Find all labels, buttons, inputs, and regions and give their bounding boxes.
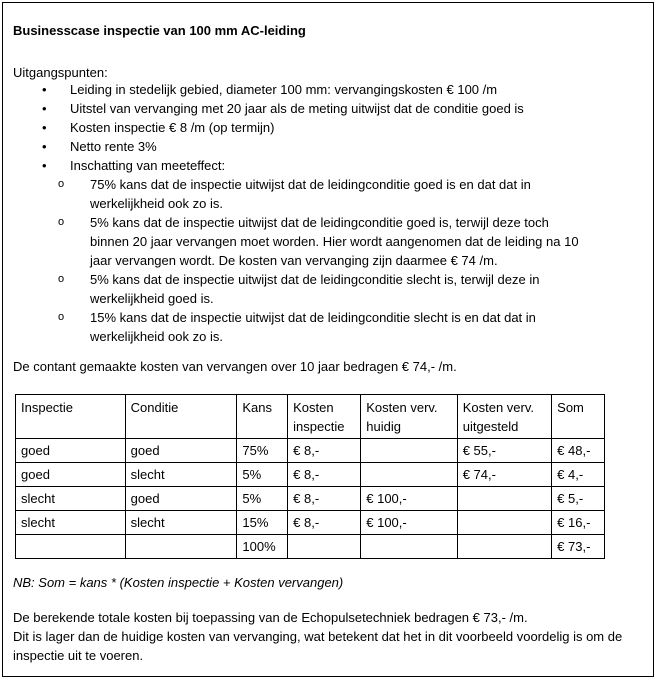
- header-kosten-verv-uitgesteld: Kosten verv. uitgesteld: [457, 395, 551, 439]
- table-cell: 75%: [237, 439, 288, 463]
- header-kans: Kans: [237, 395, 288, 439]
- document-title: Businesscase inspectie van 100 mm AC-leiding: [13, 23, 306, 38]
- measurement-effect-list: [70, 175, 623, 346]
- measurement-effect-item: o 5% kans dat de inspectie uitwijst dat de leidingconditie slecht is, terwijl deze in werkelijkheid goed is.: [70, 270, 590, 308]
- table-cell: € 8,-: [288, 463, 361, 487]
- assumption-item-measurement: [13, 156, 623, 346]
- header-som: Som: [552, 395, 605, 439]
- assumption-item: • Leiding in stedelijk gebied, diameter 100 mm: vervangingskosten € 100 /m: [13, 80, 623, 99]
- table-cell: slecht: [16, 487, 126, 511]
- table-cell: € 55,-: [457, 439, 551, 463]
- header-inspectie: Inspectie: [16, 395, 126, 439]
- measurement-effect-item: o 5% kans dat de inspectie uitwijst dat de leidingconditie goed is, terwijl deze toch binnen 20 jaar vervangen moet worden. Hier wordt aangenomen dat de leiding na 10 jaar vervangen wordt. De kosten van vervanging zijn daarmee € 74 /m.: [70, 213, 590, 270]
- table-cell: € 74,-: [457, 463, 551, 487]
- measurement-effect-item: o 75% kans dat de inspectie uitwijst dat de leidingconditie goed is en dat dat in werkelijkheid ook zo is.: [70, 175, 590, 213]
- table-cell: goed: [16, 439, 126, 463]
- header-conditie: Conditie: [125, 395, 237, 439]
- table-cell: slecht: [16, 511, 126, 535]
- table-cell: goed: [125, 439, 237, 463]
- table-cell: [361, 463, 457, 487]
- conclusion-line: De berekende totale kosten bij toepassing van de Echopulsetechniek bedragen € 73,- /m.: [13, 610, 528, 625]
- table-cell: € 8,-: [288, 439, 361, 463]
- table-cell: 15%: [237, 511, 288, 535]
- table-cell: slecht: [125, 463, 237, 487]
- table-cell: [457, 487, 551, 511]
- contant-costs-text: De contant gemaakte kosten van vervangen over 10 jaar bedragen € 74,- /m.: [13, 359, 457, 374]
- table-cell: [125, 535, 237, 559]
- table-cell: € 5,-: [552, 487, 605, 511]
- measurement-effect-item: o 15% kans dat de inspectie uitwijst dat de leidingconditie slecht is en dat dat in werkelijkheid ook zo is.: [70, 308, 590, 346]
- conclusion-line: Dit is lager dan de huidige kosten van vervanging, wat betekent dat het in dit voorbeeld voordelig is om de inspectie uit te voeren.: [13, 629, 623, 663]
- table-cell: € 16,-: [552, 511, 605, 535]
- table-cell: € 100,-: [361, 511, 457, 535]
- cost-table: [15, 394, 605, 559]
- document-frame: [2, 2, 654, 677]
- table-cell: [361, 535, 457, 559]
- formula-note: NB: Som = kans * (Kosten inspectie + Kosten vervangen): [13, 575, 344, 590]
- table-row: [16, 511, 605, 535]
- table-cell: € 100,-: [361, 487, 457, 511]
- table-cell: [16, 535, 126, 559]
- header-kosten-inspectie: Kosten inspectie: [288, 395, 361, 439]
- table-cell: [457, 511, 551, 535]
- intro-label: Uitgangspunten:: [13, 65, 108, 80]
- assumption-item: • Kosten inspectie € 8 /m (op termijn): [13, 118, 623, 137]
- table-cell: € 8,-: [288, 511, 361, 535]
- table-cell: € 4,-: [552, 463, 605, 487]
- table-header-row: [16, 395, 605, 439]
- table-cell: 5%: [237, 487, 288, 511]
- table-cell: [288, 535, 361, 559]
- table-row: [16, 487, 605, 511]
- table-row: [16, 439, 605, 463]
- table-cell: [361, 439, 457, 463]
- assumption-item: • Netto rente 3%: [13, 137, 623, 156]
- conclusion: [13, 608, 643, 665]
- assumptions-list: [13, 80, 623, 346]
- header-kosten-verv-huidig: Kosten verv. huidig: [361, 395, 457, 439]
- table-cell: € 73,-: [552, 535, 605, 559]
- table-cell: slecht: [125, 511, 237, 535]
- table-cell: € 8,-: [288, 487, 361, 511]
- table-cell: € 48,-: [552, 439, 605, 463]
- table-cell: goed: [125, 487, 237, 511]
- table-cell: [457, 535, 551, 559]
- table-cell: 5%: [237, 463, 288, 487]
- table-cell: 100%: [237, 535, 288, 559]
- assumption-item-label: Inschatting van meeteffect:: [70, 158, 226, 173]
- table-cell: goed: [16, 463, 126, 487]
- table-total-row: [16, 535, 605, 559]
- assumption-item: • Uitstel van vervanging met 20 jaar als de meting uitwijst dat de conditie goed is: [13, 99, 623, 118]
- table-row: [16, 463, 605, 487]
